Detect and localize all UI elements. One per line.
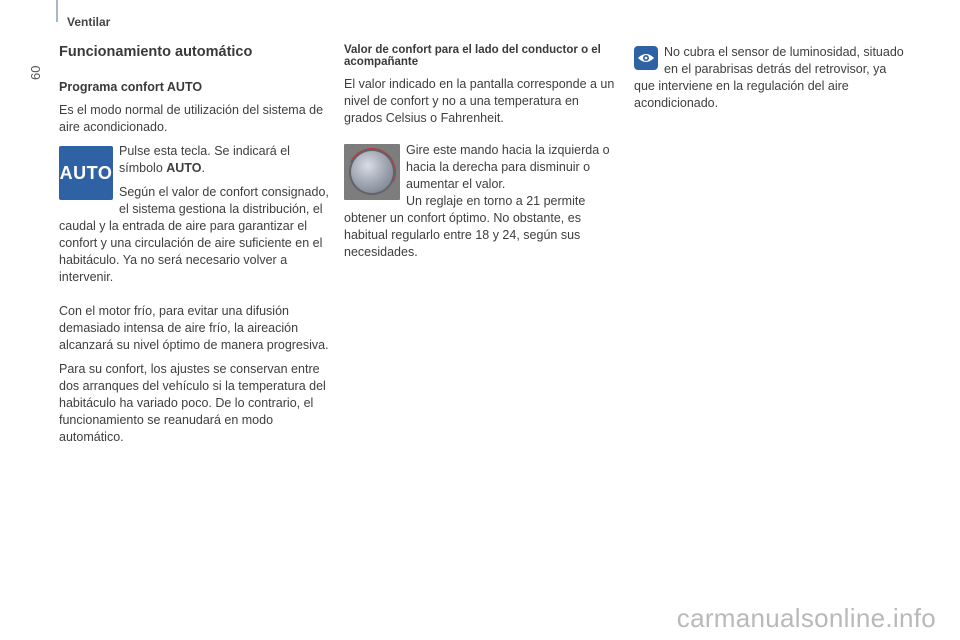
auto-button-icon bbox=[59, 146, 113, 200]
column-left bbox=[59, 44, 331, 453]
temperature-knob-icon bbox=[344, 144, 400, 200]
auto-instruction-text: Pulse esta tecla. Se indicará el símbolo bbox=[119, 144, 290, 175]
column-middle bbox=[344, 44, 616, 268]
auto-description: Según el valor de confort consignado, el sistema gestiona la distribución, el caudal y la entrada de aire para garantizar el confort y una circulación de aire suficiente en el habitáculo. Ya no será necesario volver a intervenir. bbox=[59, 185, 329, 284]
auto-icon-label: AUTO bbox=[59, 162, 113, 183]
subheading: Programa confort AUTO bbox=[59, 80, 203, 94]
page-heading: Funcionamiento automático bbox=[59, 44, 253, 60]
eye-icon bbox=[634, 46, 658, 70]
sensor-note: No cubra el sensor de luminosidad, situado en el parabrisas detrás del retrovisor, ya que interviene en la regulación del aire acondicionado. bbox=[634, 45, 904, 110]
auto-instruction-end: . bbox=[201, 161, 205, 175]
margin-bar bbox=[56, 0, 58, 22]
cold-engine-paragraph: Con el motor frío, para evitar una difusión demasiado intensa de aire frío, la aireación alcanzará su nivel óptimo de manera progresiva. bbox=[59, 304, 329, 352]
comfort-heading: Valor de confort para el lado del conductor o el acompañante bbox=[344, 44, 601, 68]
comfort-paragraph: El valor indicado en la pantalla corresponde a un nivel de confort y no a una temperatura en grados Celsius o Fahrenheit. bbox=[344, 77, 615, 125]
watermark: carmanualsonline.info bbox=[676, 603, 936, 633]
section-title: Ventilar bbox=[67, 15, 111, 29]
intro-paragraph: Es el modo normal de utilización del sistema de aire acondicionado. bbox=[59, 103, 324, 134]
optimal-value-paragraph: Un reglaje en torno a 21 permite obtener un confort óptimo. No obstante, es habitual regularlo entre 18 y 24, según sus necesidades. bbox=[344, 194, 586, 259]
settings-memory-paragraph: Para su confort, los ajustes se conservan entre dos arranques del vehículo si la temperatura del habitáculo ha variado poco. De lo contrario, el funcionamiento se reanudará en modo automático. bbox=[59, 362, 326, 444]
knob-instruction: Gire este mando hacia la izquierda o hacia la derecha para disminuir o aumentar el valor. bbox=[406, 143, 610, 191]
page-number: 60 bbox=[28, 65, 43, 80]
auto-symbol-text: AUTO bbox=[166, 161, 202, 175]
column-right bbox=[634, 44, 909, 119]
